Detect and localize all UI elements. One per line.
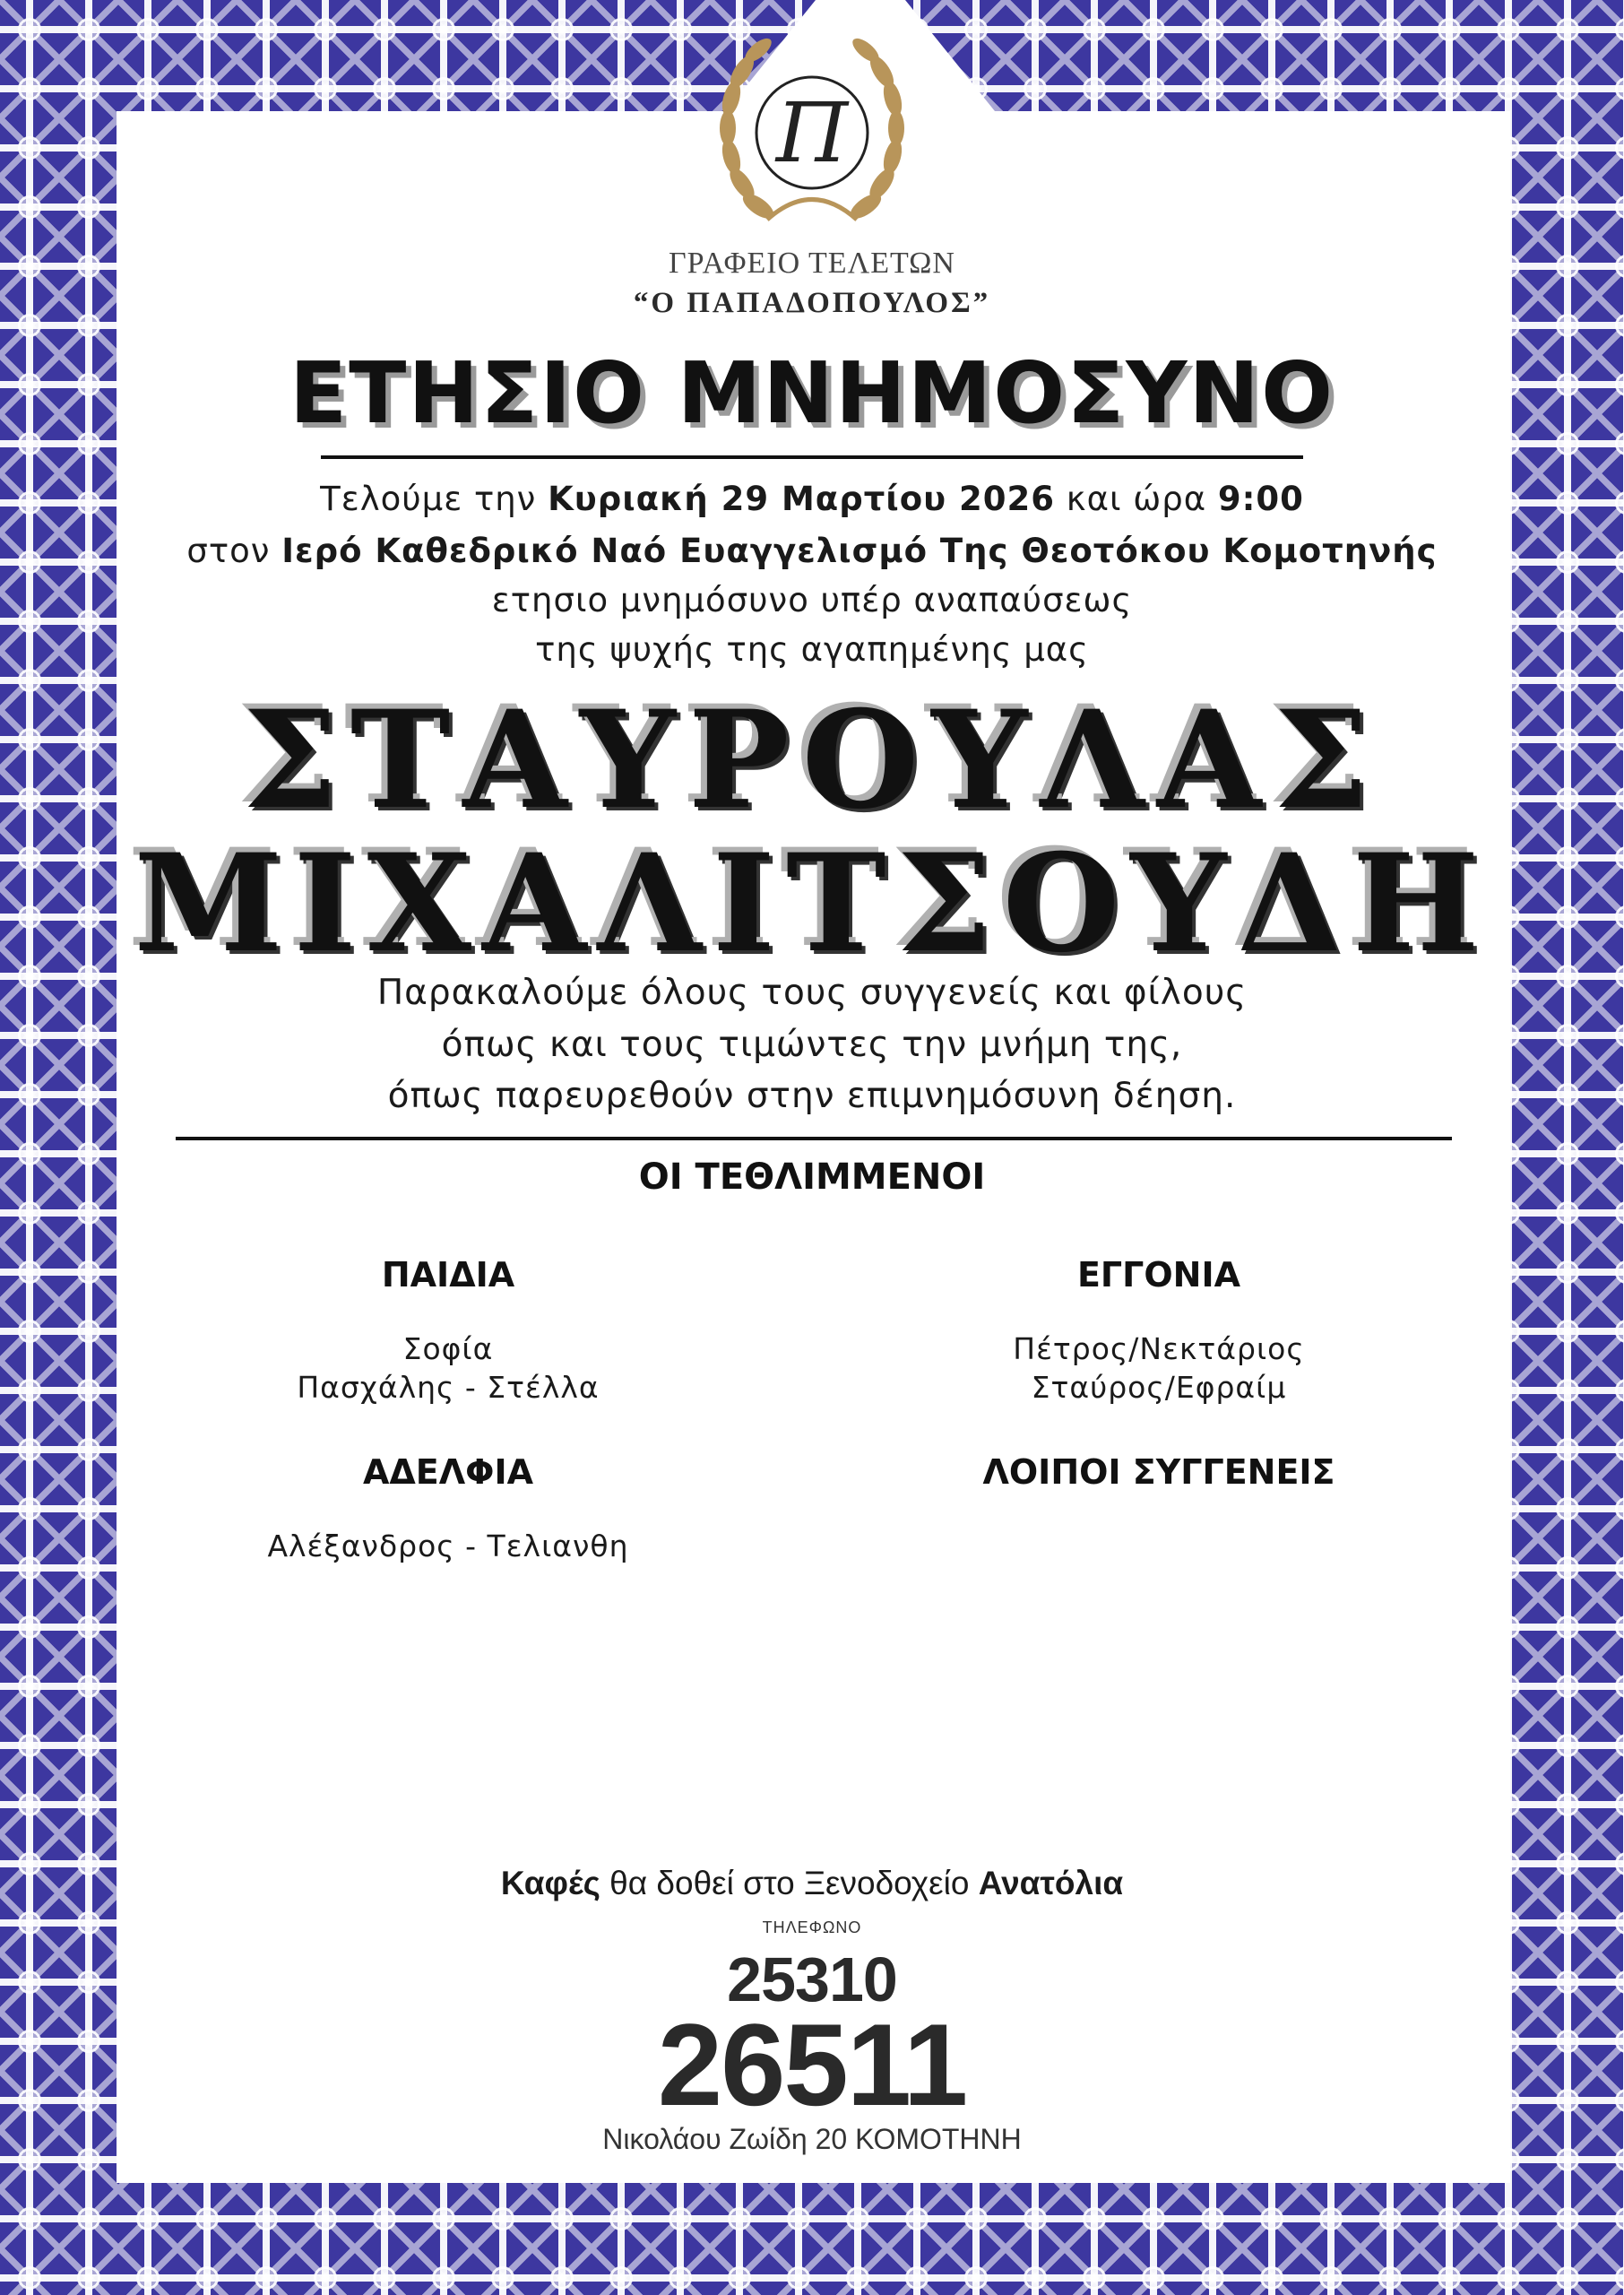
invitation-line-1: Παρακαλούμε όλους τους συγγενείς και φίλους [376, 973, 1248, 1013]
phone-number: 26511 [657, 1999, 967, 2130]
coffee-note: Καφές θα δοθεί στο Ξενοδοχείο Ανατόλια [500, 1865, 1124, 1901]
funeral-office-owner: “Ο ΠΑΠΑΔΟΠΟΥΛΟΣ” [633, 287, 991, 319]
page-title: ΕΤΗΣΙΟ ΜΝΗΜΟΣΥΝΟ [289, 345, 1335, 443]
mourners-heading: ΟΙ ΤΕΘΛΙΜΜΕΝΟΙ [638, 1156, 986, 1198]
phone-label: ΤΗΛΕΦΩΝΟ [762, 1918, 862, 1936]
office-address: Νικολάου Ζωίδη 20 ΚΟΜΟΤΗΝΗ [602, 2123, 1022, 2155]
church-name: Ιερό Καθεδρικό Ναό Ευαγγελισμό Της Θεοτόκου Κομοτηνής [281, 532, 1438, 570]
deceased-first-name: ΣΤΑΥΡΟΥΛΑΣ [242, 681, 1382, 839]
intro-line-4: της ψυχής της αγαπημένης μας [535, 630, 1089, 669]
intro-line-2: στον Ιερό Καθεδρικό Ναό Ευαγγελισμό Της Θεοτόκου Κομοτηνής [186, 532, 1438, 570]
deceased-last-name: ΜΙΧΑΛΙΤΣΟΥΔΗ [134, 825, 1490, 983]
laurel-wreath-icon [695, 27, 929, 242]
section-divider [176, 1137, 1452, 1140]
hotel-name: Ανατόλια [978, 1865, 1124, 1901]
relatives-heading: ΛΟΙΠΟΙ ΣΥΓΓΕΝΕΙΣ [982, 1452, 1335, 1492]
intro-line-1: Τελούμε την Κυριακή 29 Μαρτίου 2026 και ώρα 9:00 [320, 480, 1304, 518]
invitation-line-3: όπως παρευρεθούν στην επιμνημόσυνη δέηση. [387, 1076, 1237, 1116]
service-date: Κυριακή 29 Μαρτίου 2026 [548, 480, 1055, 518]
service-time: 9:00 [1217, 480, 1304, 518]
invitation-line-2: όπως και τους τιμώντες την μνήμη της, [441, 1025, 1183, 1065]
siblings-line-1: Αλέξανδρος - Τελιανθη [267, 1529, 629, 1563]
grandchildren-line-1: Πέτρος/Νεκτάριος [1013, 1331, 1305, 1366]
children-line-1: Σοφία [402, 1331, 494, 1366]
intro-line-3: ετησιο μνημόσυνο υπέρ αναπαύσεως [491, 581, 1133, 619]
siblings-heading: ΑΔΕΛΦΙΑ [362, 1452, 534, 1492]
grandchildren-line-2: Σταύρος/Εφραίμ [1031, 1370, 1287, 1405]
phone-area-code: 25310 [727, 1944, 897, 2014]
title-underline [321, 455, 1303, 459]
monogram: Π [775, 85, 849, 181]
children-heading: ΠΑΙΔΙΑ [381, 1255, 515, 1295]
funeral-office-name: ΓΡΑΦΕΙΟ ΤΕΛΕΤΩΝ [669, 247, 955, 280]
children-line-2: Πασχάλης - Στέλλα [297, 1370, 600, 1405]
grandchildren-heading: ΕΓΓΟΝΙΑ [1076, 1255, 1241, 1295]
